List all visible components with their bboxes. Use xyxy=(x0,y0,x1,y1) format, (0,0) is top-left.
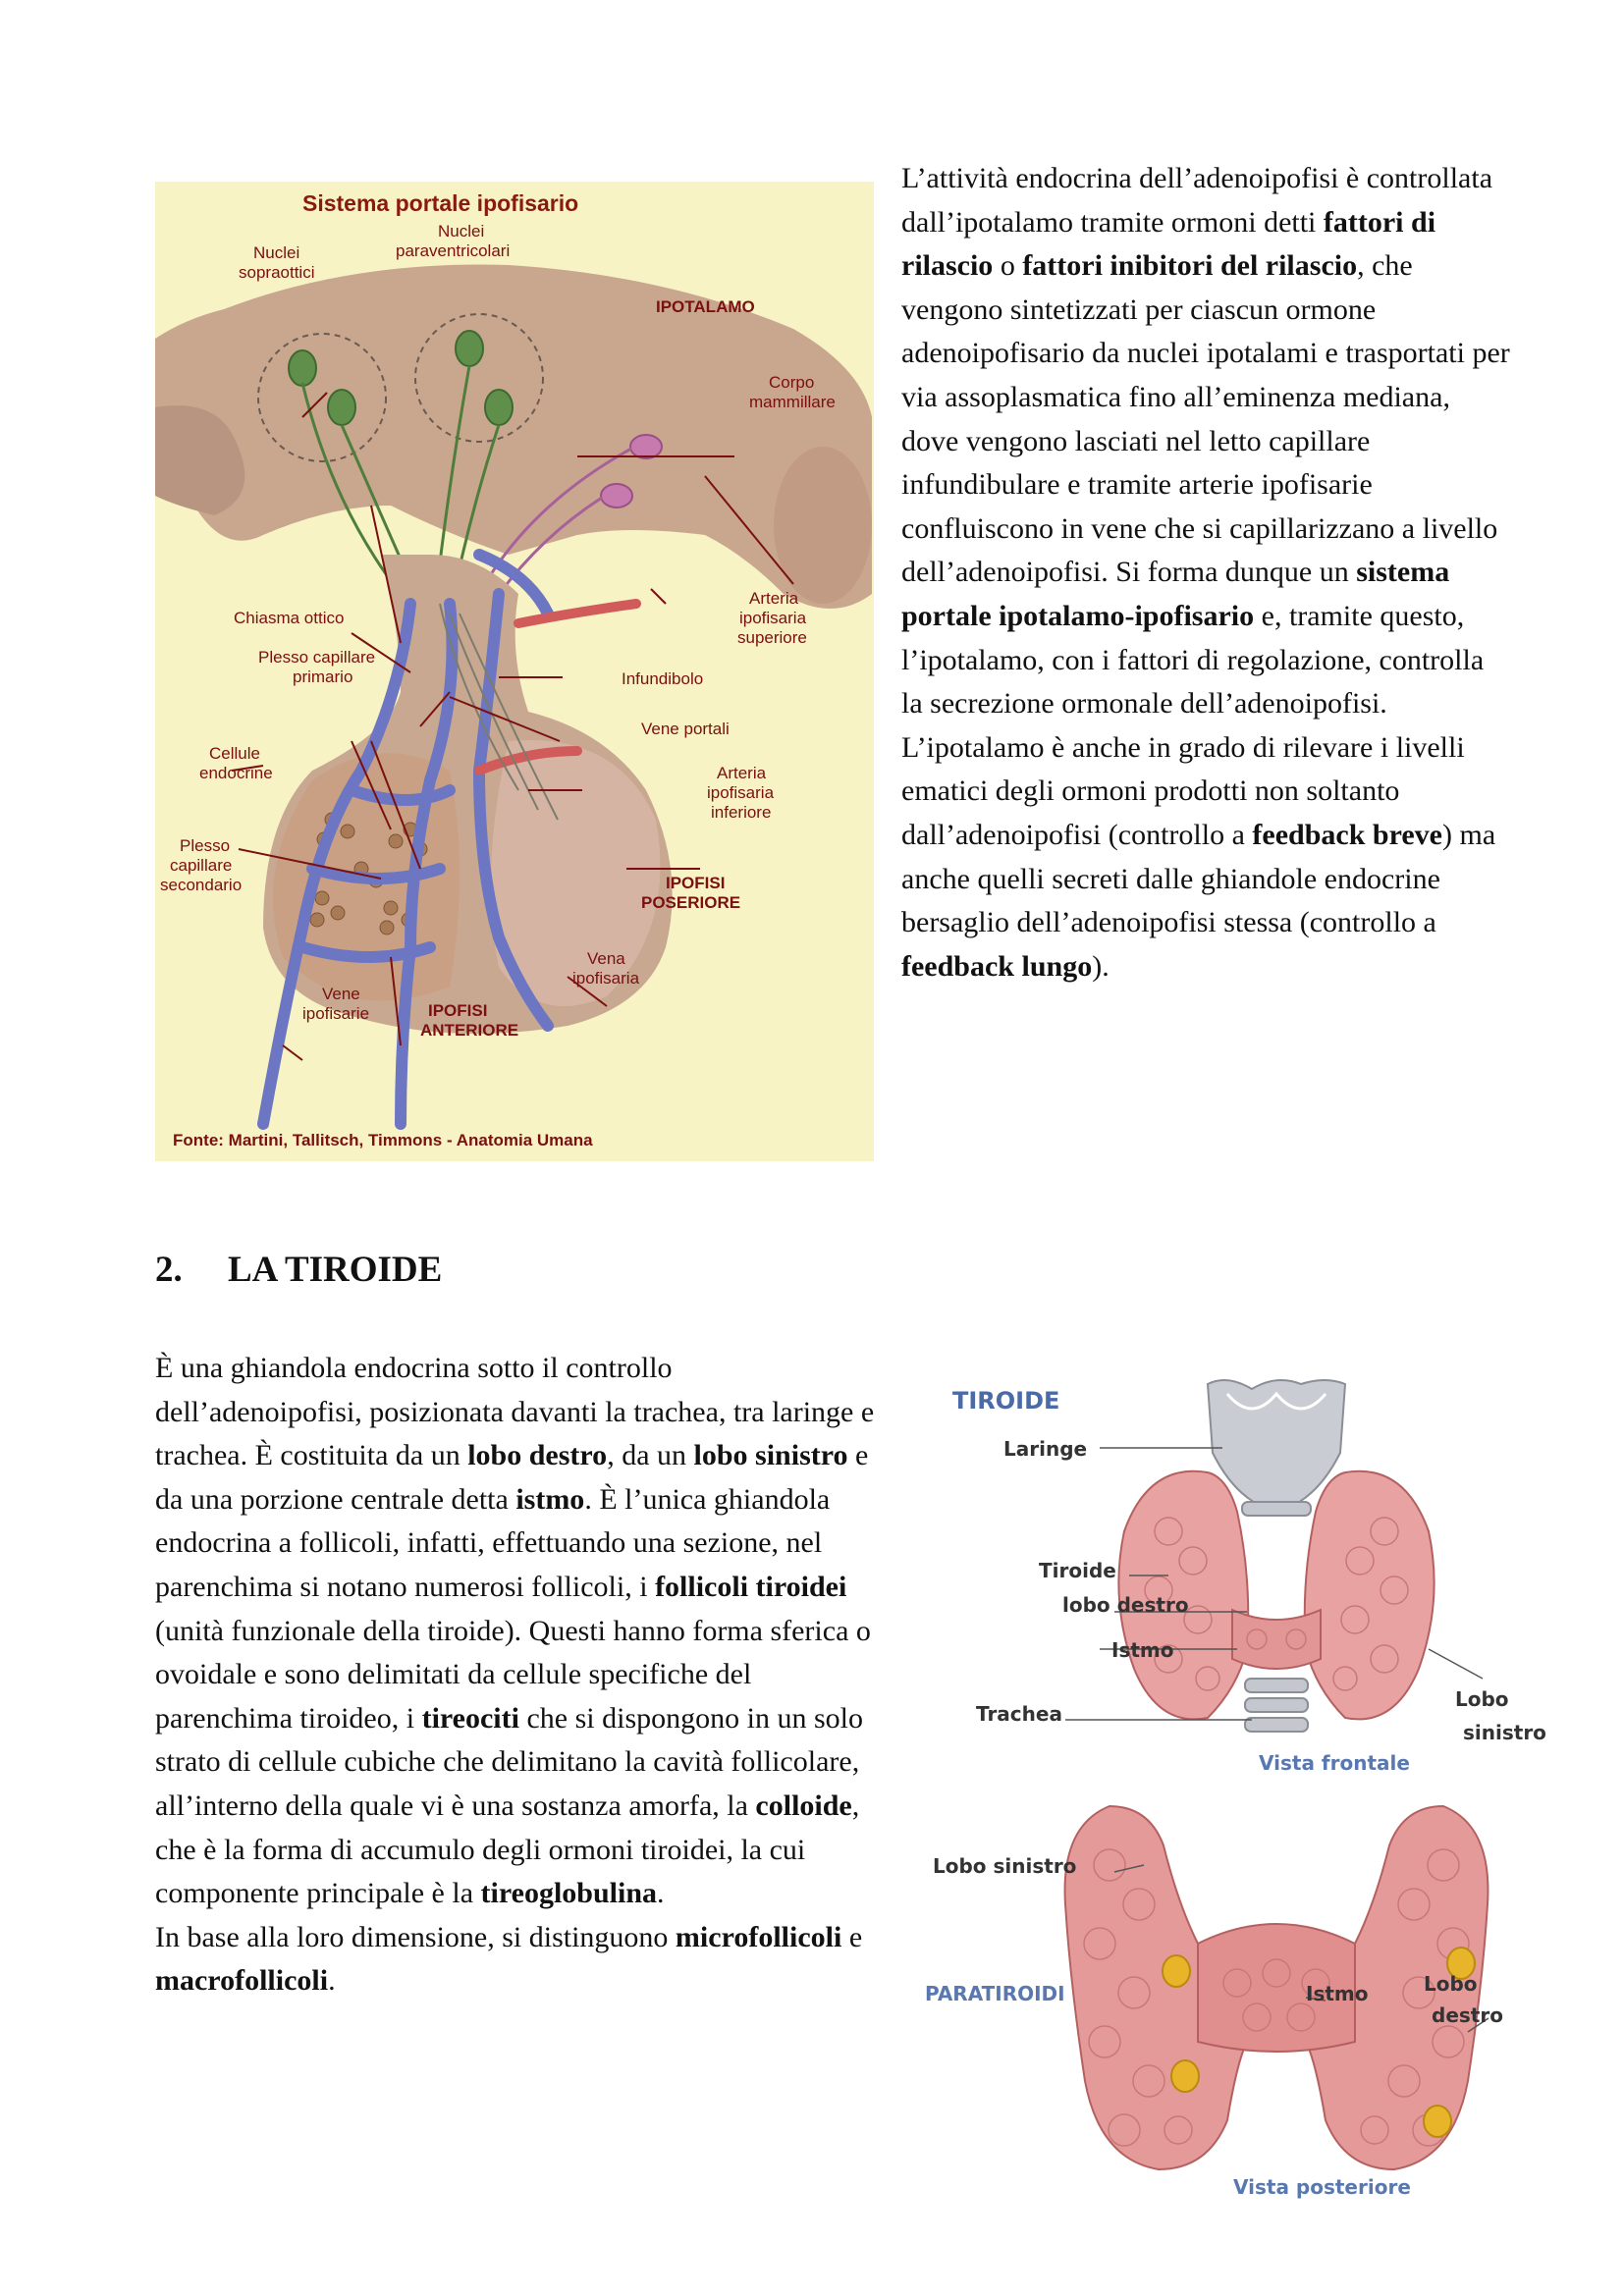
p2-bold-lobo-destro: lobo destro xyxy=(467,1439,608,1472)
p2-bold-tireociti: tireociti xyxy=(421,1701,519,1735)
p1-text-2: o xyxy=(993,249,1023,283)
p2-text-1: È una ghiandola endocrina sotto il controllo dell’adenoipofisi, posizionata davanti la trachea, tra laringe e trachea. È costituita da un xyxy=(155,1352,875,1472)
section-number: 2. xyxy=(155,1250,183,1290)
label-lobo-destro-post-2: destro xyxy=(1432,2003,1503,2027)
p2-text-10: e xyxy=(841,1920,863,1953)
label-vene-ipofisarie-2: ipofisarie xyxy=(302,1004,370,1023)
p2-text-11: . xyxy=(328,1964,336,1998)
p2-text-2: , da un xyxy=(607,1439,694,1472)
p1-bold-feedback-lungo: feedback lungo xyxy=(901,949,1093,983)
p1-bold-sistema-portale: sistema portale ipotalamo-ipofisario xyxy=(901,556,1450,632)
p2-bold-tireoglobulina: tireoglobulina xyxy=(480,1877,658,1910)
label-lobo-sinistro-post: Lobo sinistro xyxy=(933,1854,1077,1878)
p2-text-8: . xyxy=(657,1877,665,1910)
label-cellule-endocrine-2: endocrine xyxy=(199,764,273,782)
section-title: LA TIROIDE xyxy=(228,1250,443,1290)
label-vena-ipofisaria-2: ipofisaria xyxy=(572,969,640,988)
paragraph-adenoipofisi xyxy=(901,157,1510,988)
p1-text-5: ) ma anche quelli secreti dalle ghiandole endocrine bersaglio dell’adenoipofisi stessa (controllo a xyxy=(901,818,1496,939)
label-arteria-inferiore-2: ipofisaria xyxy=(707,783,775,802)
p2-bold-macrofollicoli: macrofollicoli xyxy=(155,1964,329,1998)
label-plesso-primario-2: primario xyxy=(293,667,353,686)
thyroid-illustration xyxy=(913,1355,1571,2218)
label-laringe: Laringe xyxy=(1003,1437,1088,1461)
p2-bold-microfollicoli: microfollicoli xyxy=(675,1920,842,1953)
label-corpo-mammillare-2: mammillare xyxy=(749,393,836,411)
label-nuclei-paraventricolari: Nuclei xyxy=(438,222,485,240)
p2-text-5: (unità funzionale della tiroide). Questi hanno forma sferica o ovoidale e sono delimitati da cellule specifiche del parenchima tiroideo, i xyxy=(155,1614,871,1735)
label-lobo-sinistro-front: Lobo xyxy=(1455,1687,1509,1711)
label-arteria-inferiore-3: inferiore xyxy=(711,803,772,822)
thyroid-title: TIROIDE xyxy=(952,1387,1060,1415)
label-ipofisi-posteriore-2: POSERIORE xyxy=(641,893,741,912)
label-corpo-mammillare: Corpo xyxy=(769,373,815,392)
label-plesso-primario: Plesso capillare xyxy=(258,648,376,667)
p2-text-6: che si dispongono in un solo strato di cellule cubiche che delimitano la cavità follicolare, all’interno della quale vi è una sostanza amorfa, la xyxy=(155,1701,863,1822)
portal-system-figure xyxy=(155,182,874,1161)
label-arteria-inferiore: Arteria xyxy=(717,764,767,782)
label-nuclei-sopraottici: Nuclei xyxy=(253,243,300,262)
label-trachea: Trachea xyxy=(976,1702,1062,1726)
label-cellule-endocrine: Cellule xyxy=(209,744,260,763)
label-arteria-superiore-2: ipofisaria xyxy=(739,609,807,627)
figure1-title: Sistema portale ipofisario xyxy=(302,190,579,216)
p1-text-4: e, tramite questo, l’ipotalamo, con i fattori di regolazione, controlla la secrezione ormonale dell’adenoipofisi. L’ipotalamo è anche in grado di rilevare i livelli ematici degli ormoni prodotti non soltanto dall’adenoipofisi (controllo a xyxy=(901,599,1485,851)
caption-vista-frontale: Vista frontale xyxy=(1259,1751,1410,1775)
label-chiasma-ottico: Chiasma ottico xyxy=(234,609,345,627)
label-tiroide: Tiroide xyxy=(1039,1559,1116,1582)
label-ipofisi-posteriore: IPOFISI xyxy=(666,874,726,892)
label-plesso-secondario-3: secondario xyxy=(160,876,243,894)
label-plesso-secondario-2: capillare xyxy=(170,856,233,875)
label-plesso-secondario: Plesso xyxy=(180,836,231,855)
label-infundibolo: Infundibolo xyxy=(622,669,704,688)
p2-text-4: . È l’unica ghiandola endocrina a follicoli, infatti, effettuando una sezione, nel parenchima si notano numerosi follicoli, i xyxy=(155,1482,831,1603)
p2-text-3: e da una porzione centrale detta xyxy=(155,1439,869,1516)
label-nuclei-sopraottici-2: sopraottici xyxy=(239,263,315,282)
p2-bold-follicoli-tiroidei: follicoli tiroidei xyxy=(655,1570,847,1603)
label-arteria-superiore-3: superiore xyxy=(737,628,807,647)
label-vena-ipofisaria: Vena xyxy=(587,949,625,968)
p2-bold-colloide: colloide xyxy=(755,1789,852,1822)
label-lobo-destro-post: Lobo xyxy=(1424,1972,1478,1996)
paragraph-tiroide xyxy=(155,1347,882,2003)
p2-text-7: , che è la forma di accumulo degli ormoni tiroidei, la cui componente principale è la xyxy=(155,1789,860,1910)
label-lobo-destro: lobo destro xyxy=(1062,1593,1189,1617)
figure1-source: Fonte: Martini, Tallitsch, Timmons - Anatomia Umana xyxy=(173,1131,593,1149)
label-istmo-post: Istmo xyxy=(1306,1982,1369,2005)
label-lobo-sinistro-front-2: sinistro xyxy=(1463,1721,1546,1744)
label-vene-portali: Vene portali xyxy=(641,720,730,738)
label-ipofisi-anteriore-2: ANTERIORE xyxy=(420,1021,519,1040)
label-istmo-front: Istmo xyxy=(1111,1638,1174,1662)
label-ipotalamo: IPOTALAMO xyxy=(656,297,755,316)
label-ipofisi-anteriore: IPOFISI xyxy=(428,1001,488,1020)
p1-bold-feedback-breve: feedback breve xyxy=(1252,818,1442,851)
caption-vista-posteriore: Vista posteriore xyxy=(1233,2175,1411,2199)
section-heading xyxy=(155,1249,442,1291)
label-paratiroidi: PARATIROIDI xyxy=(925,1982,1065,2005)
p1-text-1: L’attività endocrina dell’adenoipofisi è controllata dall’ipotalamo tramite ormoni detti xyxy=(901,162,1493,239)
p1-text-6: ). xyxy=(1092,949,1110,983)
p1-text-3: , che vengono sintetizzati per ciascun ormone adenoipofisario da nuclei ipotalami e trasportati per via assoplasmatica fino all’eminenza mediana, dove vengono lasciati nel letto capillare infundibulare e tramite arterie ipofisarie confluiscono in vene che si capillarizzano a livello dell’adenoipofisi. Si forma dunque un xyxy=(901,249,1510,589)
portal-system-illustration xyxy=(155,182,874,1161)
p2-text-9: In base alla loro dimensione, si distinguono xyxy=(155,1920,676,1953)
label-nuclei-paraventricolari-2: paraventricolari xyxy=(396,241,511,260)
thyroid-figure xyxy=(913,1355,1571,2218)
p2-bold-lobo-sinistro: lobo sinistro xyxy=(693,1439,848,1472)
label-vene-ipofisarie: Vene xyxy=(322,985,360,1003)
p1-bold-fattori-rilascio: fattori di rilascio xyxy=(901,205,1436,283)
p2-bold-istmo: istmo xyxy=(515,1482,585,1516)
p1-bold-fattori-inibitori: fattori inibitori del rilascio xyxy=(1022,249,1358,283)
label-arteria-superiore: Arteria xyxy=(749,589,799,608)
